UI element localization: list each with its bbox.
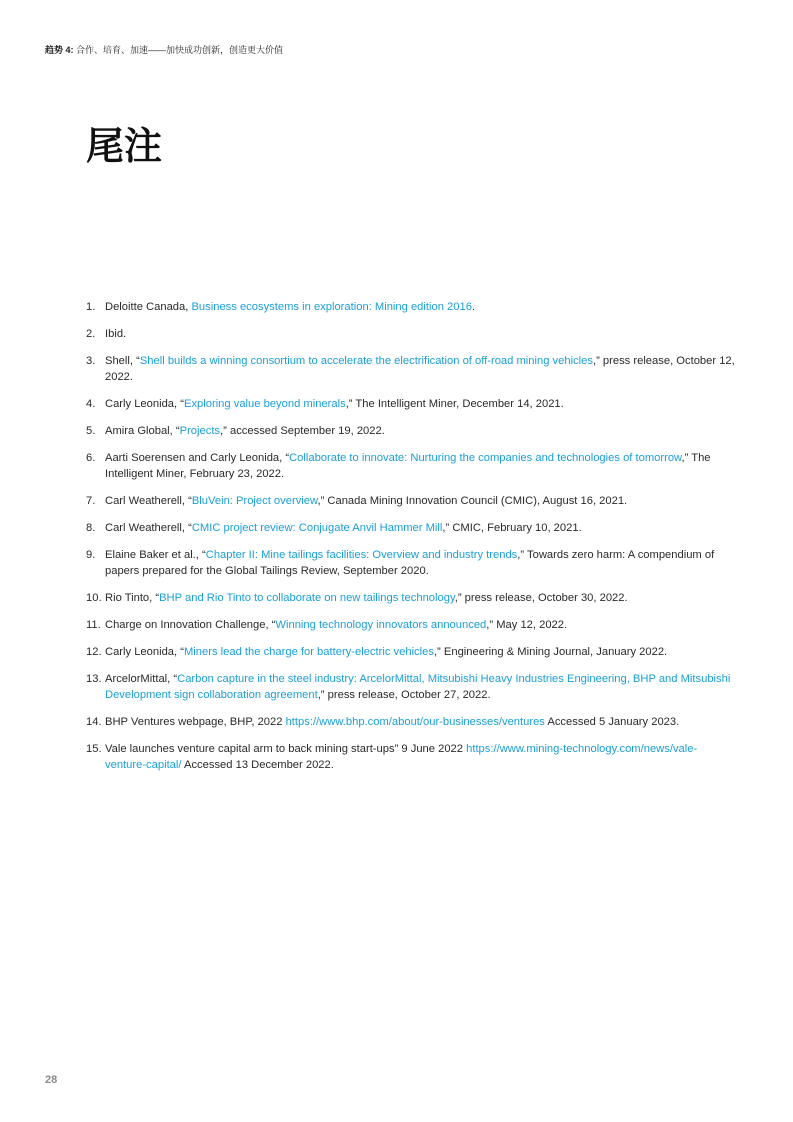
header-trend-label: 趋势 4:	[45, 45, 74, 55]
endnote-text: Ibid.	[105, 328, 127, 340]
endnote-link[interactable]: Miners lead the charge for battery-electric vehicles	[183, 646, 434, 658]
endnote-text: Deloitte Canada,	[105, 301, 192, 313]
endnote-number: 1.	[86, 301, 96, 313]
endnote-link[interactable]: Business ecosystems in exploration: Mining edition 2016	[191, 301, 472, 313]
endnote-text: Charge on Innovation Challenge, “	[105, 619, 276, 631]
endnote-10	[86, 590, 736, 606]
endnote-13	[86, 671, 736, 703]
endnote-number: 4.	[86, 398, 96, 410]
endnote-link[interactable]: https://www.mining-technology.com/news/vale-venture-capital/	[105, 743, 698, 771]
endnote-8	[86, 520, 736, 536]
endnote-text: Carly Leonida, “	[105, 646, 184, 658]
endnote-text: Carly Leonida, “	[105, 398, 184, 410]
endnote-text: Shell, “	[105, 355, 140, 367]
endnote-text: Vale launches venture capital arm to back mining start-ups” 9 June 2022	[105, 743, 467, 755]
endnote-text: BHP Ventures webpage, BHP, 2022	[105, 716, 286, 728]
endnote-text-after: Accessed 5 January 2023.	[544, 716, 680, 728]
endnote-link[interactable]: Exploring value beyond minerals	[183, 398, 346, 410]
endnote-text-after: ,” accessed September 19, 2022.	[220, 425, 385, 437]
endnote-7	[86, 493, 736, 509]
page-title: 尾注	[86, 124, 163, 168]
endnote-link[interactable]: https://www.bhp.com/about/our-businesses/ventures	[285, 716, 545, 728]
endnote-text-after: ,” May 12, 2022.	[486, 619, 568, 631]
endnote-text-after: .	[471, 301, 476, 313]
endnote-link[interactable]: CMIC project review: Conjugate Anvil Hammer Mill	[191, 522, 443, 534]
endnote-text-after: Accessed 13 December 2022.	[181, 759, 334, 771]
endnote-text: Rio Tinto, “	[105, 592, 160, 604]
endnote-number: 9.	[86, 549, 96, 561]
endnote-number: 2.	[86, 328, 96, 340]
endnote-text: Amira Global, “	[105, 425, 180, 437]
endnote-text: Aarti Soerensen and Carly Leonida, “	[105, 452, 290, 464]
endnote-11	[86, 617, 736, 633]
endnote-link[interactable]: BHP and Rio Tinto to collaborate on new tailings technology	[159, 592, 455, 604]
endnote-1	[86, 299, 736, 315]
endnote-text-after: ,” Canada Mining Innovation Council (CMIC), August 16, 2021.	[317, 495, 628, 507]
endnote-number: 14.	[86, 716, 102, 728]
endnote-3	[86, 353, 736, 385]
endnote-number: 11.	[86, 619, 101, 631]
endnote-text-after: ,” press release, October 12, 2022.	[105, 355, 735, 383]
endnote-text: ArcelorMittal, “	[105, 673, 178, 685]
endnote-number: 13.	[86, 673, 102, 685]
endnote-number: 15.	[86, 743, 102, 755]
endnote-link[interactable]: Carbon capture in the steel industry: ArcelorMittal, Mitsubishi Heavy Industries Engineering, BHP and Mitsubishi Development sign collaboration agreement	[105, 673, 731, 701]
endnote-number: 5.	[86, 425, 96, 437]
endnote-14	[86, 714, 736, 730]
endnote-12	[86, 644, 736, 660]
endnote-link[interactable]: Shell builds a winning consortium to accelerate the electrification of off-road mining vehicles	[139, 355, 593, 367]
endnote-text: Carl Weatherell, “	[105, 495, 192, 507]
endnotes-list	[86, 299, 736, 784]
endnote-link[interactable]: Chapter II: Mine tailings facilities: Overview and industry trends	[205, 549, 518, 561]
endnote-2	[86, 326, 736, 342]
endnote-number: 7.	[86, 495, 96, 507]
endnote-number: 6.	[86, 452, 96, 464]
endnote-link[interactable]: Collaborate to innovate: Nurturing the companies and technologies of tomorrow	[289, 452, 682, 464]
endnote-4	[86, 396, 736, 412]
endnote-link[interactable]: BluVein: Project overview	[191, 495, 318, 507]
endnote-text-after: ,” press release, October 30, 2022.	[454, 592, 628, 604]
endnote-text-after: ,” Engineering & Mining Journal, January 2022.	[433, 646, 668, 658]
endnote-text-after: ,” CMIC, February 10, 2021.	[442, 522, 582, 534]
endnote-number: 3.	[86, 355, 96, 367]
endnote-6	[86, 450, 736, 482]
endnote-5	[86, 423, 736, 439]
endnote-text: Carl Weatherell, “	[105, 522, 192, 534]
endnote-text-after: ,” The Intelligent Miner, February 23, 2022.	[105, 452, 711, 480]
endnote-text-after: ,” press release, October 27, 2022.	[317, 689, 491, 701]
endnote-9	[86, 547, 736, 579]
endnote-number: 10.	[86, 592, 102, 604]
endnote-link[interactable]: Winning technology innovators announced	[275, 619, 487, 631]
endnote-link[interactable]: Projects	[179, 425, 221, 437]
endnote-text: Elaine Baker et al., “	[105, 549, 206, 561]
endnote-number: 8.	[86, 522, 96, 534]
endnote-text-after: ,” Towards zero harm: A compendium of papers prepared for the Global Tailings Review, September 2020.	[105, 549, 715, 577]
header-trend-title: 合作、培育、加速——加快成功创新，创造更大价值	[73, 45, 284, 55]
running-header	[45, 44, 283, 56]
page-number: 28	[45, 1074, 58, 1086]
endnote-number: 12.	[86, 646, 102, 658]
endnote-15	[86, 741, 736, 773]
endnote-text-after: ,” The Intelligent Miner, December 14, 2021.	[345, 398, 564, 410]
